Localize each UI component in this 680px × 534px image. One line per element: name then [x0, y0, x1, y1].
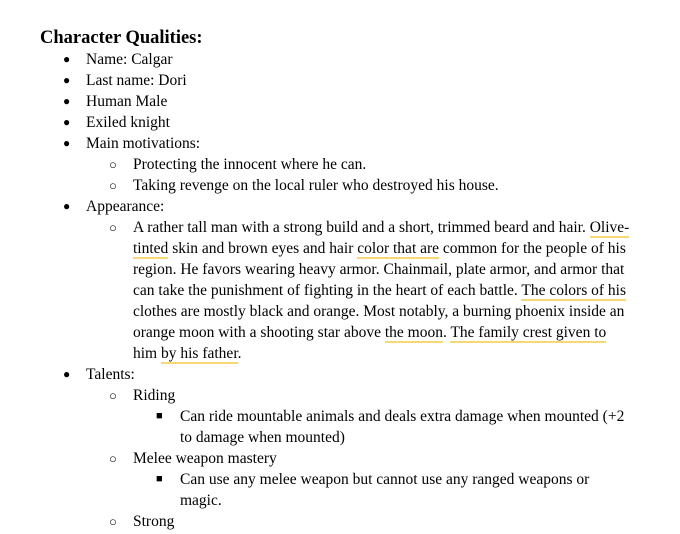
list-item-class: ● Exiled knight [86, 112, 646, 133]
talents-list [133, 385, 646, 532]
page-title: Character Qualities: [40, 28, 203, 48]
suggestion-highlight[interactable]: by his father [161, 345, 238, 362]
list-item-appearance [86, 196, 646, 364]
talent-detail: ■ Can ride mountable animals and deals extra damage when mounted (+2 to damage when mounted) [180, 406, 632, 448]
list-item-last-name: ● Last name: Dori [86, 70, 646, 91]
motivations-list [133, 154, 646, 196]
motivations-label: Main motivations: [86, 135, 201, 152]
appearance-text: . [442, 324, 451, 341]
appearance-list [133, 217, 646, 364]
appearance-label: Appearance: [86, 198, 165, 215]
talent-item-melee [133, 448, 646, 511]
talent-name: Riding [133, 387, 176, 404]
talent-detail-list [180, 406, 646, 448]
talent-name: Melee weapon mastery [133, 450, 277, 467]
suggestion-highlight[interactable]: the moon [384, 324, 443, 341]
appearance-text: him [133, 345, 161, 362]
suggestion-highlight[interactable]: The family crest given to [450, 324, 607, 341]
list-item-motivations [86, 133, 646, 196]
talent-item-strong [133, 511, 646, 532]
qualities-list [86, 49, 646, 532]
appearance-text: skin and brown eyes and hair [168, 240, 358, 257]
suggestion-highlight[interactable]: color that are [357, 240, 440, 257]
suggestion-highlight[interactable]: The colors of his [521, 282, 626, 299]
list-item-talents [86, 364, 646, 532]
appearance-text: A rather tall man with a strong build and a short, trimmed beard and hair. [133, 219, 586, 236]
appearance-description [133, 217, 631, 364]
motivation-item: ○ Taking revenge on the local ruler who destroyed his house. [133, 175, 646, 196]
appearance-text: common for the people of his region. He favors wearing heavy armor. Chainmail, plate armor, and armor that can take the punishment of fighting in the heart of each battle. [133, 240, 626, 299]
appearance-text: . [237, 345, 242, 362]
list-item-name: ● Name: Calgar [86, 49, 646, 70]
suggestion-highlight[interactable]: Olive-tinted [133, 219, 630, 257]
talent-detail-list [180, 469, 646, 511]
talent-detail: ■ Can use any melee weapon but cannot use any ranged weapons or magic. [180, 469, 632, 511]
list-item-race: ● Human Male [86, 91, 646, 112]
motivation-item: ○ Protecting the innocent where he can. [133, 154, 646, 175]
talent-name: Strong [133, 513, 175, 530]
talent-item-riding [133, 385, 646, 448]
appearance-text: clothes are mostly black and orange. Most notably, a burning phoenix inside an orange moon with a shooting star above [133, 303, 625, 341]
talents-label: Talents: [86, 366, 135, 383]
